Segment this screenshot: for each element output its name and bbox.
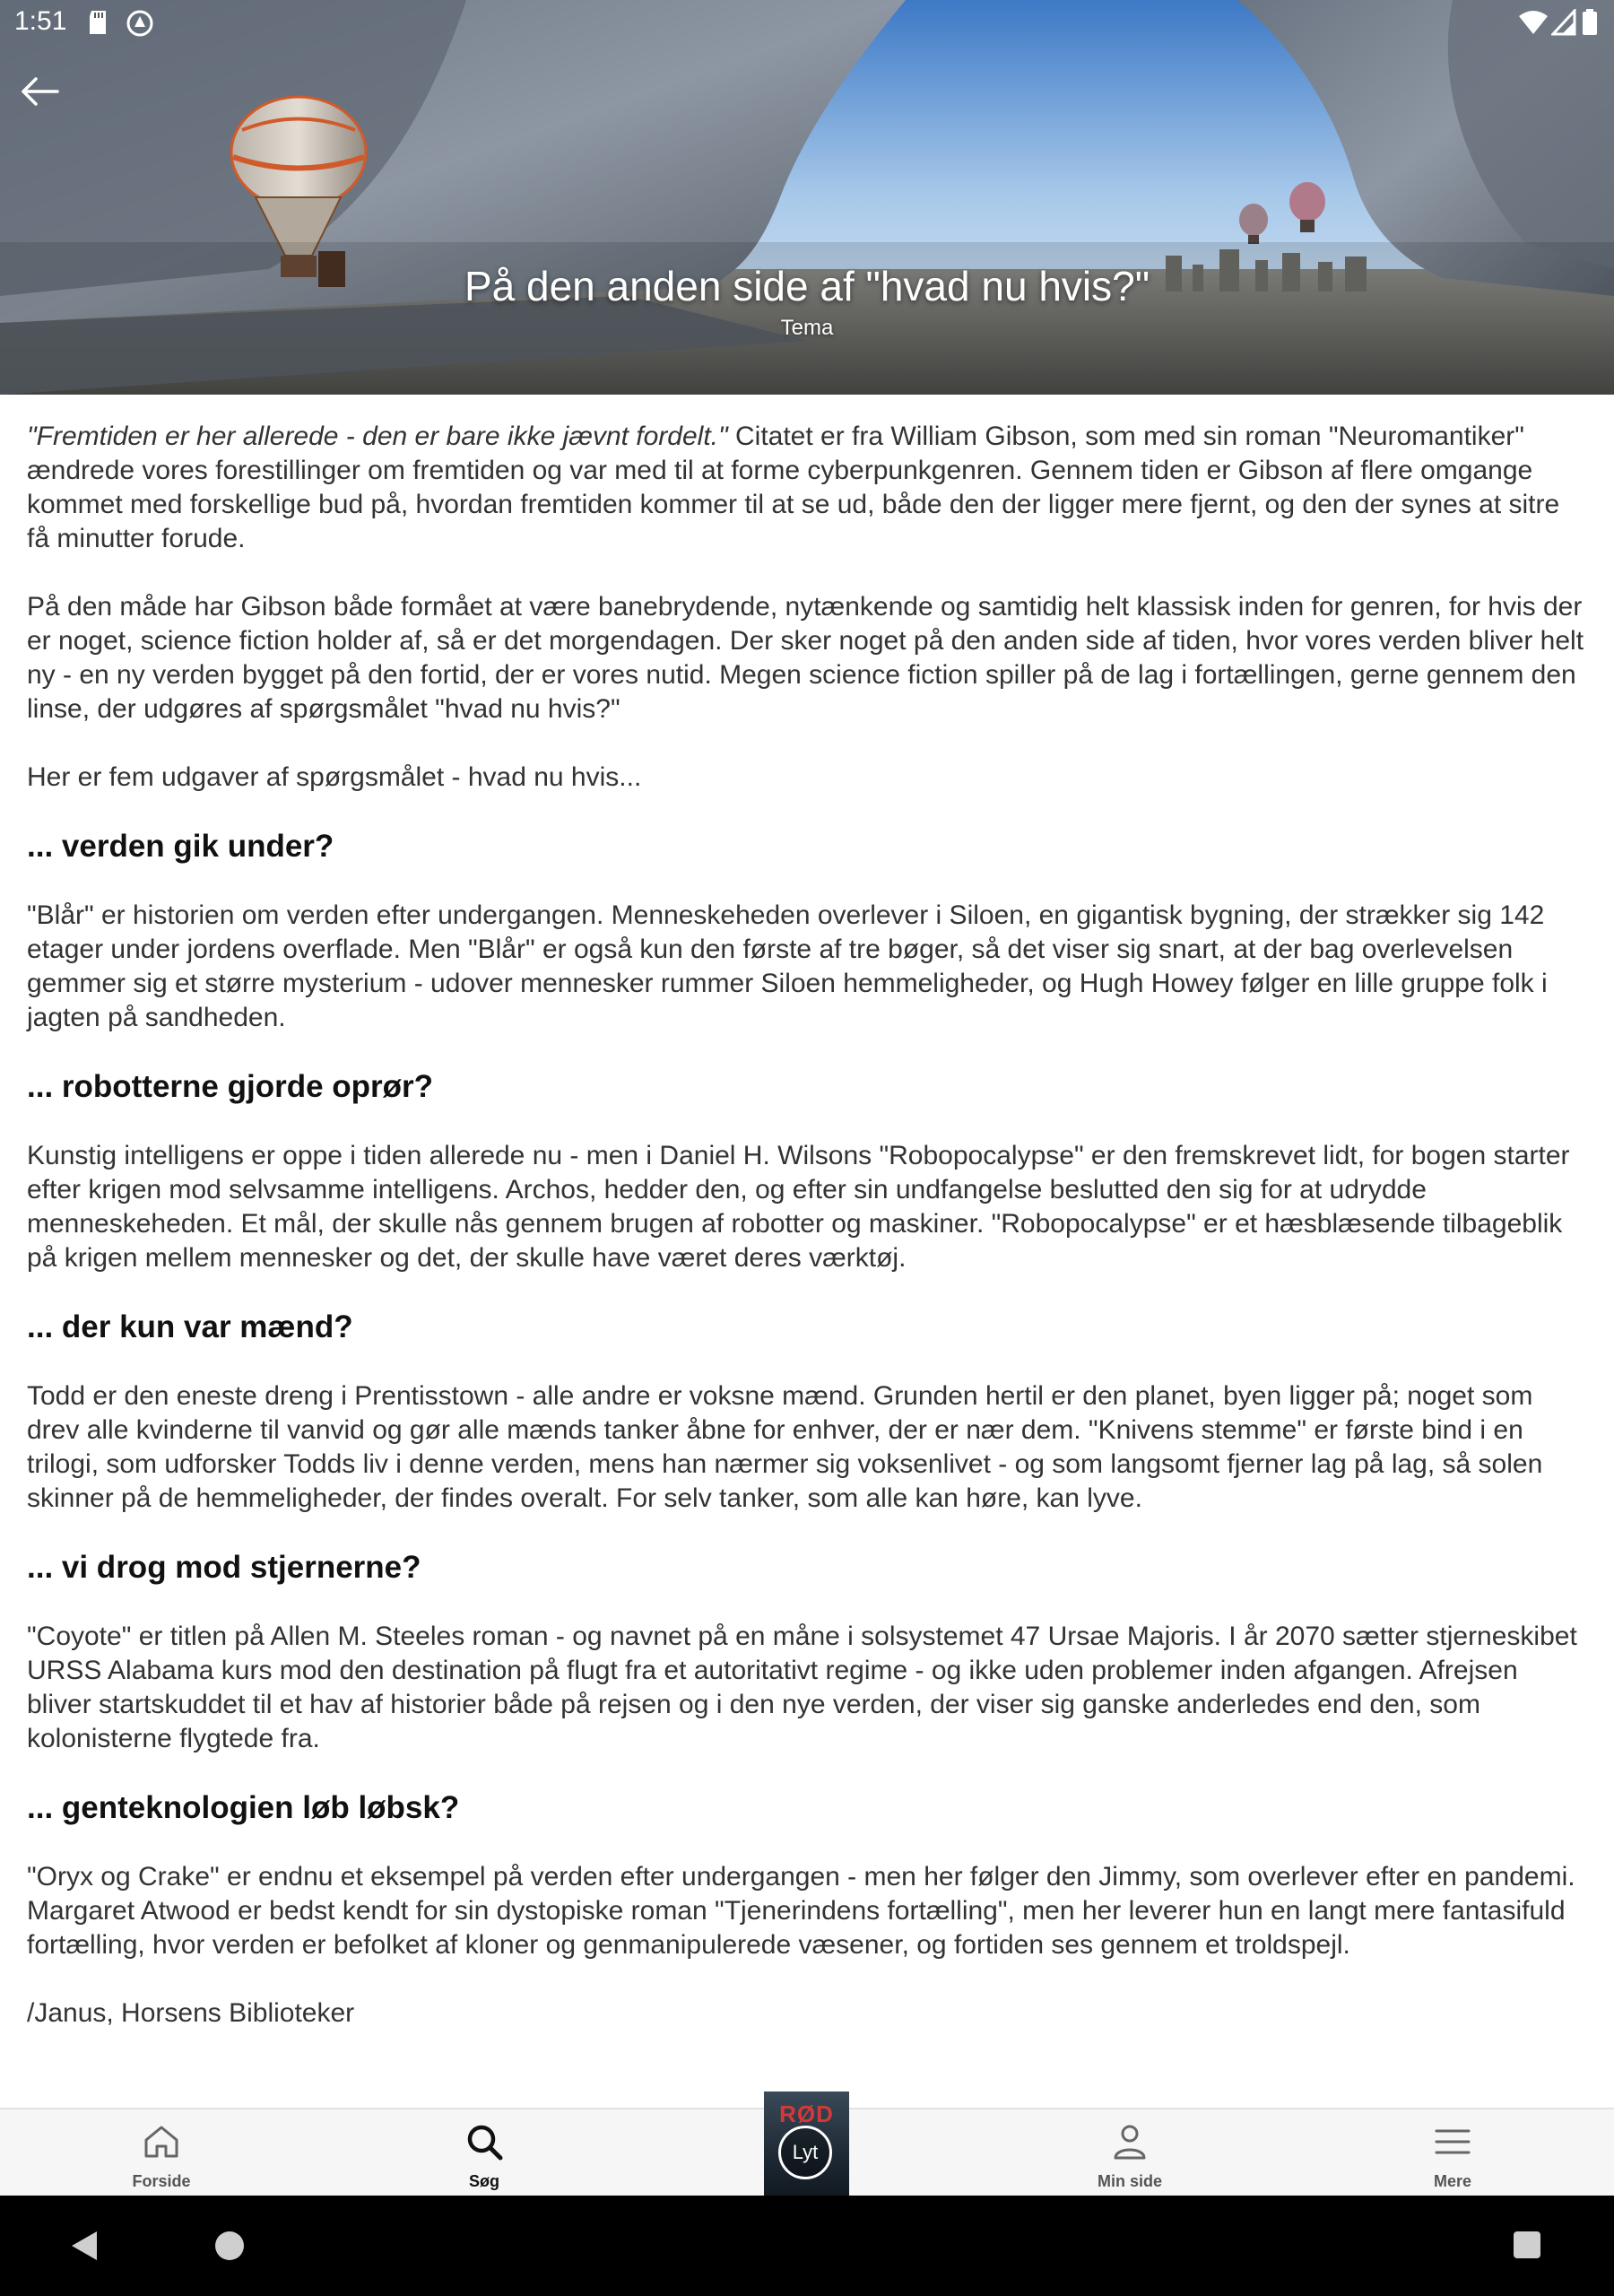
section-body: "Blår" er historien om verden efter undergangen. Menneskeheden overlever i Siloen, en gigantisk bygning, der strækker sig 142 etager under jordens overflade. Men "Blår" er også kun den første af tre bøger, så det viser sig snart, at der bag overlevelsen gemmer sig et større mysterium - udover mennesker rummer Siloen hemmeligheder, og Hugh Howey følger en lille gruppe folk i jagten på sandheden. [27,900,1548,1032]
status-bar [0,0,1614,45]
nav-label: Forside [132,2172,191,2190]
system-back-icon[interactable] [70,2230,100,2262]
nav-label: Mere [1433,2172,1472,2190]
status-time: 1:51 [14,6,67,36]
page-category: Tema [780,316,834,340]
section-heading: ... vi drog mod stjernerne? [27,1550,421,1585]
search-icon [464,2122,504,2161]
wifi-icon [1517,9,1549,36]
system-navigation-bar [0,2196,1614,2296]
nav-label: Min side [1097,2172,1162,2190]
back-arrow-icon[interactable] [11,63,68,120]
player-cover-title: RØD [779,2100,834,2127]
section-body: "Oryx og Crake" er endnu et eksempel på verden efter undergangen - men her følger den Jimmy, som overlever efter en pandemi. Margaret Atwood er bedst kendt for sin dystopiske roman "Tjenerindens fortælling", men her leverer hun en langt mere fantasifuld fortælling, hvor verden er befolket af kloner og genmanipulerede væsener, og fortiden ses gennem et troldspejl. [27,1862,1575,1960]
menu-icon [1433,2122,1472,2161]
mini-player[interactable] [764,2092,849,2196]
listen-button[interactable]: Lyt [778,2126,832,2179]
section-heading: ... robotterne gjorde oprør? [27,1069,434,1104]
article-body [27,420,1587,2065]
section-heading: ... genteknologien løb løbsk? [27,1790,460,1825]
nav-label: Søg [469,2172,499,2190]
intro-quote: "Fremtiden er her allerede - den er bare ikke jævnt fordelt." [27,422,728,451]
section-heading: ... der kun var mænd? [27,1309,353,1344]
section-body: "Coyote" er titlen på Allen M. Steeles roman - og navnet på en måne i solsystemet 47 Ursae Majoris. I år 2070 sætter stjerneskibet URSS Alabama kurs mod den destination på flugt fra et autoritativt regime - og ikke uden problemer inden afgangen. Afrejsen bliver startskuddet til et hav af historier både på rejsen og i den nye verden, der viser sig ganske anderledes end den, som kolonisterne flygtede fra. [27,1622,1577,1753]
person-icon [1110,2122,1150,2161]
paragraph-3: Her er fem udgaver af spørgsmålet - hvad nu hvis... [27,762,642,792]
nav-item-mere[interactable] [1363,2109,1542,2197]
section-body: Kunstig intelligens er oppe i tiden allerede nu - men i Daniel H. Wilsons "Robopocalypse" er den fremskrevet lidt, for bogen starter efter krigen mod selvsamme intelligens. Archos, hedder den, og efter sin undfangelse beslutted den sig for at udrydde menneskeheden. Et mål, der skulle nås gennem brugen af robotter og maskiner. "Robopocalypse" er et hæsblæsende tilbageblik på krigen mellem mennesker og det, der skulle have været deres værktøj. [27,1141,1570,1273]
nav-item-sog[interactable] [395,2109,574,2197]
nav-item-min-side[interactable] [1040,2109,1219,2197]
page-title: På den anden side af "hvad nu hvis?" [464,263,1150,309]
paragraph-2: På den måde har Gibson både formået at være banebrydende, nytænkende og samtidig helt klassisk inden for genren, for hvis der er noget, science fiction holder af, så er det morgendagen. Der sker noget på den anden side af tiden, hvor vores verden bliver helt ny - en ny verden bygget på den fortid, der er vores nutid. Megen science fiction spiller på de lag i fortællingen, gerne gennem den linse, der udgøres af spørgsmålet "hvad nu hvis?" [27,592,1584,724]
system-home-icon[interactable] [215,2231,244,2260]
section-body: Todd er den eneste dreng i Prentisstown - alle andre er voksne mænd. Grunden hertil er den planet, byen ligger på; noget som drev alle kvinderne til vanvid og gør alle mænds tanker åbne for enhver, der er nær dem. "Knivens stemme" er første bind i en trilogi, som udforsker Todds liv i denne verden, mens han nærmer sig voksenlivet - og som langsomt fjerner lag på lag, så solen skinner på de hemmeligheder, der findes overalt. For selv tanker, som alle kan høre, kan lyve. [27,1381,1543,1513]
signal-icon [1551,9,1576,36]
sd-card-icon [86,9,109,36]
section-heading: ... verden gik under? [27,829,334,864]
hero-banner [0,0,1614,395]
home-icon [142,2122,181,2161]
intro-text: Citatet er fra William Gibson, som med sin roman "Neuromantiker" ændrede vores forestillinger om fremtiden og var med til at forme cyberpunkgenren. Gennem tiden er Gibson af flere omgange kommet med forskellige bud på, hvordan fremtiden kommer til at se ud, både den der ligger mere fjernt, og den der synes at sitre få minutter forude. [27,422,1560,553]
signature: /Janus, Horsens Biblioteker [27,1998,355,2028]
battery-icon [1582,9,1598,36]
system-recents-icon[interactable] [1514,2231,1540,2258]
app-notification-icon [126,9,154,38]
nav-item-forside[interactable] [72,2109,251,2197]
intro-paragraph [27,420,1587,556]
